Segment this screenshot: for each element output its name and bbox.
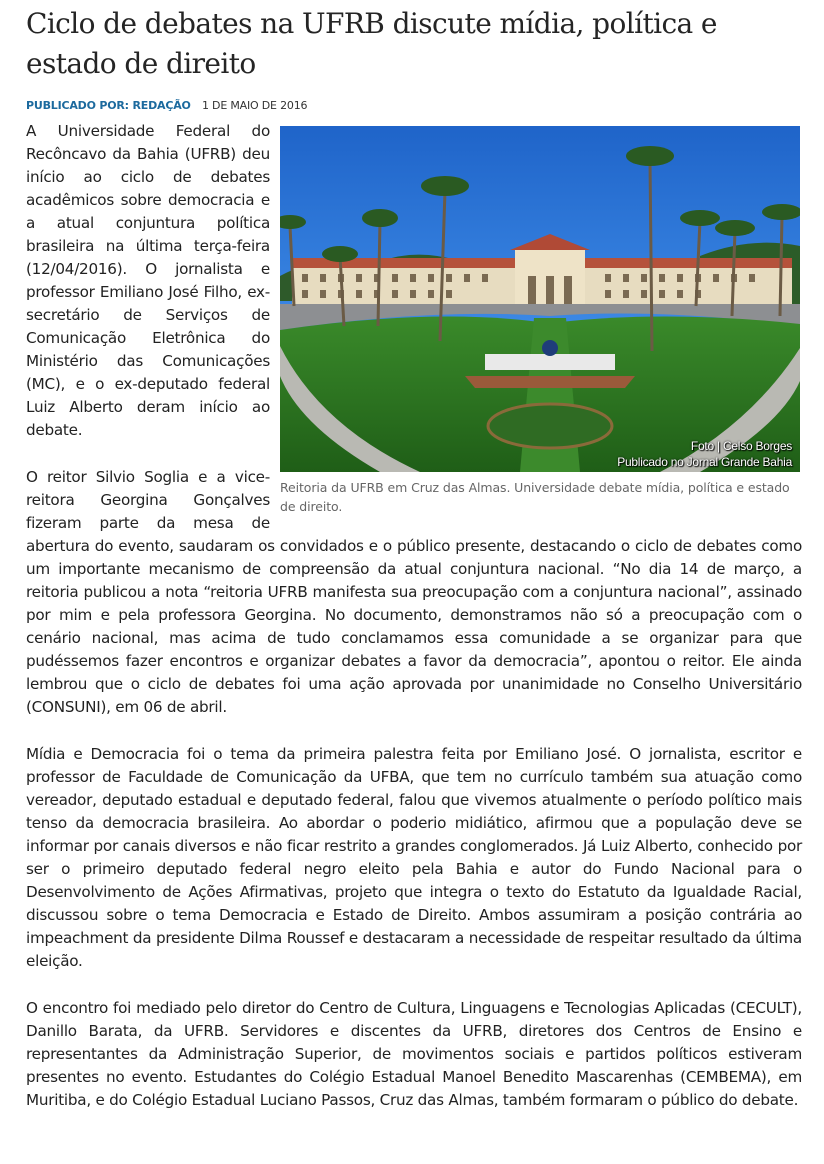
author-link[interactable]: PUBLICADO POR: REDAÇÃO — [26, 99, 191, 112]
paragraph: A Universidade Federal do Recôncavo da Bahia (UFRB) deu início ao ciclo de debates acadêmicos sobre democracia e a atual conjuntura política brasileira na última terça-feira (12/04/2016). O jornalista e professor Emiliano José Filho, ex-secretário de Serviços de Comunicação Eletrônica do Ministério das Comunicações (MC), e o ex-deputado federal Luiz Alberto deram início ao debate. — [26, 122, 270, 439]
figure-caption: Reitoria da UFRB em Cruz das Almas. Universidade debate mídia, política e estado de direito. — [280, 480, 790, 514]
article-figure — [280, 126, 812, 516]
paragraph: O encontro foi mediado pelo diretor do Centro de Cultura, Linguagens e Tecnologias Aplicadas (CECULT), Danillo Barata, da UFRB. Servidores e discentes da UFRB, diretores dos Centros de Ensino e representantes da Administração Superior, de movimentos sociais e partidos políticos estiveram presentes no evento. Estudantes do Colégio Estadual Manoel Benedito Mascarenhas (CEMBEMA), em Muritiba, e do Colégio Estadual Luciano Passos, Cruz das Almas, também formaram o público do debate. — [26, 999, 802, 1109]
byline — [26, 98, 307, 114]
photo-credit-source: Publicado no Jornal Grande Bahia — [617, 455, 792, 469]
photo-credit — [617, 438, 792, 470]
article-title: Ciclo de debates na UFRB discute mídia, política e estado de direito — [26, 7, 717, 80]
paragraph: Mídia e Democracia foi o tema da primeira palestra feita por Emiliano José. O jornalista, escritor e professor de Faculdade de Comunicação da UFBA, que tem no currículo também sua atuação como vereador, deputado estadual e deputado federal, falou que vivemos atualmente o período político mais tenso da democracia brasileira. Ao abordar o poderio midiático, afirmou que a população deve se informar por canais diversos e não ficar restrito a grandes conglomerados. Já Luiz Alberto, conhecido por ser o primeiro deputado federal negro eleito pela Bahia e autor do Fundo Nacional para o Desenvolvimento de Ações Afirmativas, projeto que integra o texto do Estatuto da Igualdade Racial, discussou sobre o tema Democracia e Estado de Direito. Ambos assumiram a posição contrária ao impeachment da presidente Dilma Roussef e destacaram a necessidade de respeitar resultado da última eleição. — [26, 745, 802, 970]
photo-credit-author: Foto | Celso Borges — [690, 439, 792, 453]
paragraph: O reitor Silvio Soglia e a vice-reitora Georgina Gonçalves fizeram parte da mesa de abertura do evento, saudaram os convidados e o público presente, destacando o ciclo de debates como um importante mecanismo de compreensão da atual conjuntura nacional. “No dia 14 de março, a reitoria publicou a nota “reitoria UFRB manifesta sua preocupação com a conjuntura nacional”, assinado por mim e pela professora Georgina. No documento, demonstramos não só a preocupação com o cenário nacional, mas acima de tudo conclamamos essa comunidade a se organizar para que pudéssemos fazer encontros e organizar debates a favor da democracia”, apontou o reitor. Ele ainda lembrou que o ciclo de debates foi uma ação aprovada por unanimidade no Conselho Universitário (CONSUNI), em 06 de abril. — [26, 468, 802, 716]
publish-date: 1 DE MAIO DE 2016 — [201, 99, 308, 112]
rectory-photo[interactable] — [280, 126, 800, 472]
rectory-photo-illustration — [280, 126, 800, 472]
article-body — [26, 120, 802, 1136]
